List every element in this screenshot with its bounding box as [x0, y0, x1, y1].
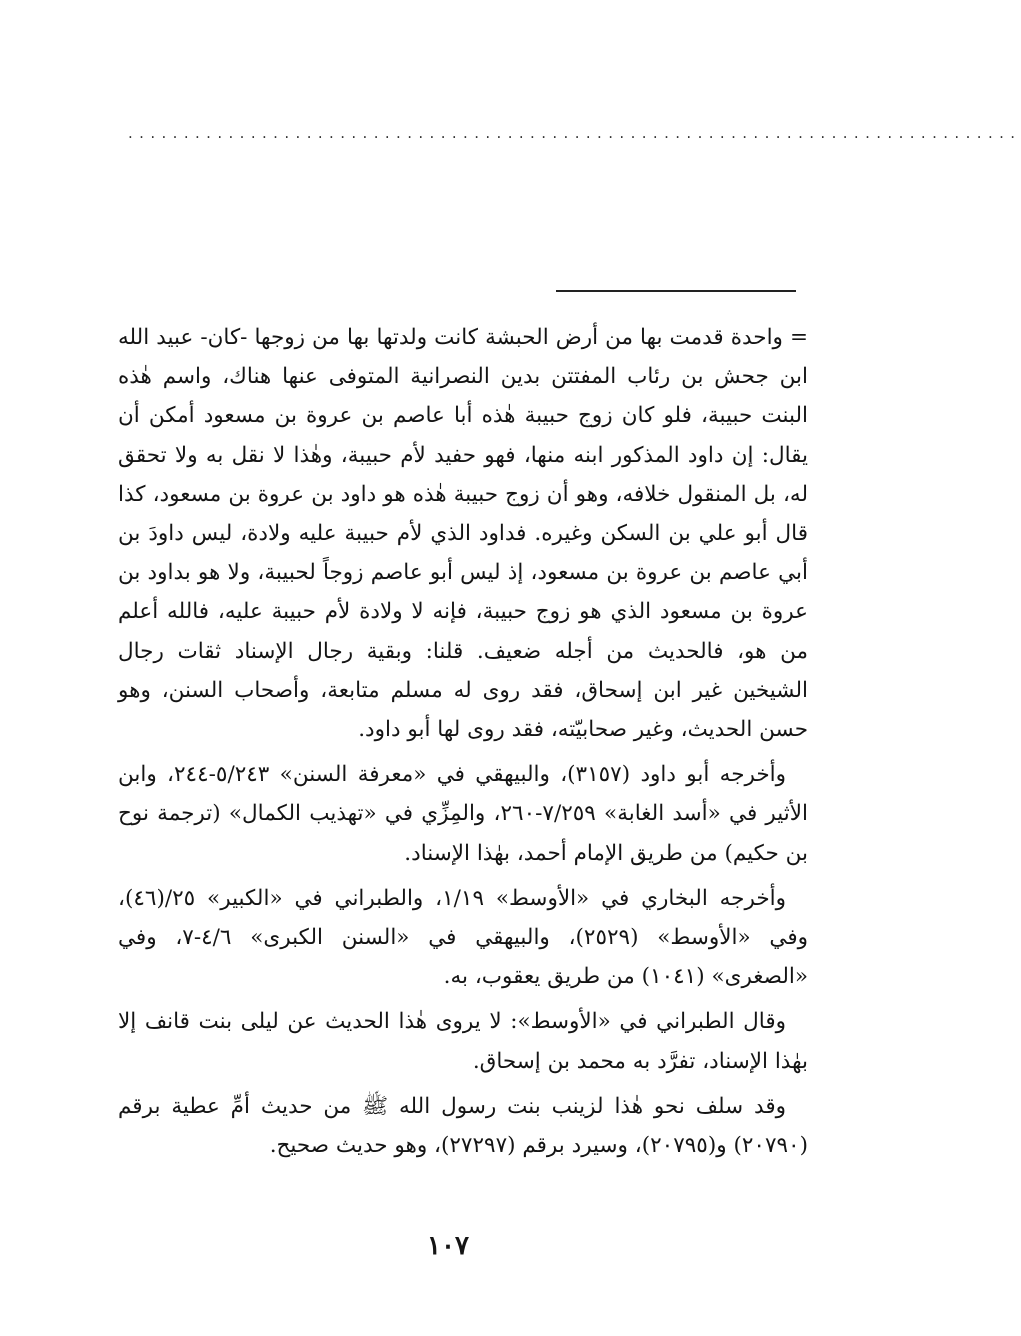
footnote-paragraph: وأخرجه البخاري في «الأوسط» ١/١٩، والطبراني في «الكبير» ٢٥/(٤٦)، وفي «الأوسط» (٢٥٢٩)، والبيهقي في «السنن الكبرى» ٤/٦-٧، وفي «الصغرى» (١٠٤١) من طريق يعقوب، به. [118, 885, 808, 990]
footnote-paragraph: وقال الطبراني في «الأوسط»: لا يروى هٰذا الحديث عن ليلى بنت قانف إلا بهٰذا الإسناد، تفرَّد به محمد بن إسحاق. [118, 1009, 808, 1074]
dotted-divider: ................................................................................ [128, 124, 1021, 142]
footnote-body [118, 318, 808, 1171]
footnote-separator [556, 290, 796, 292]
footnote-paragraph: وأخرجه أبو داود (٣١٥٧)، والبيهقي في «معرفة السنن» ٥/٢٤٣-٢٤٤، وابن الأثير في «أسد الغابة» ٧/٢٥٩-٢٦٠، والمِزِّي في «تهذيب الكمال» (ترجمة نوح بن حكيم) من طريق الإمام أحمد، بهٰذا الإسناد. [118, 762, 808, 866]
page-number: ١٠٧ [427, 1231, 469, 1261]
footnote-paragraph: = واحدة قدمت بها من أرض الحبشة كانت ولدتها بها من زوجها -كان- عبيد الله ابن جحش بن رئاب المفتتن بدين النصرانية المتوفى عنها هناك، واسم هٰذه البنت حبيبة، فلو كان زوج حبيبة هٰذه أبا عاصم بن عروة بن مسعود أمكن أن يقال: إن داود المذكور ابنه منها، فهو حفيد لأم حبيبة، وهٰذا لا نقل به ولا تحقق له، بل المنقول خلافه، وهو أن زوج حبيبة هٰذه هو داود بن عروة بن مسعود، كذا قال أبو علي بن السكن وغيره. فداود الذي لأم حبيبة عليه ولادة، ليس داودَ بن أبي عاصم بن عروة بن مسعود، إذ ليس أبو عاصم زوجاً لحبيبة، ولا هو بداود بن عروة بن مسعود الذي هو زوج حبيبة، فإنه لا ولادة لأم حبيبة عليه، فالله أعلم من هو، فالحديث من أجله ضعيف. قلنا: وبقية رجال الإسناد ثقات رجال الشيخين غير ابن إسحاق، فقد روى له مسلم متابعة، وأصحاب السنن، وهو حسن الحديث، وغير صحابيّته، فقد روى لها أبو داود. [118, 325, 808, 743]
footnote-paragraph: وقد سلف نحو هٰذا لزينب بنت رسول الله ﷺ من حديث أمِّ عطية برقم (٢٠٧٩٠) و(٢٠٧٩٥)، وسيرد برقم (٢٧٢٩٧)، وهو حديث صحيح. [118, 1093, 808, 1159]
